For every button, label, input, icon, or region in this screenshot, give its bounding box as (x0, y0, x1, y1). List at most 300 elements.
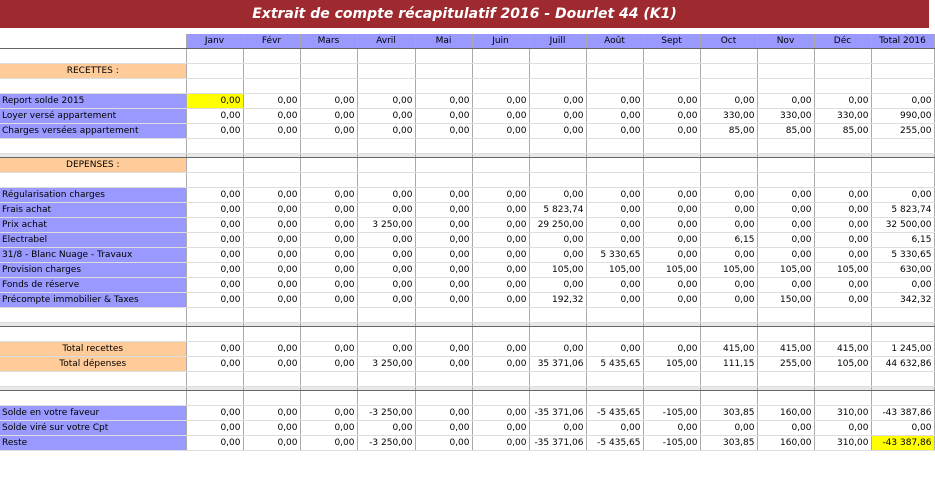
value-cell[interactable]: 0,00 (357, 278, 415, 293)
value-cell[interactable]: 0,00 (415, 94, 472, 109)
cell[interactable] (0, 327, 186, 342)
cell[interactable] (0, 173, 186, 188)
cell[interactable] (757, 139, 814, 154)
value-cell[interactable]: 0,00 (643, 278, 700, 293)
value-cell[interactable]: 0,00 (586, 218, 643, 233)
value-cell[interactable]: 330,00 (757, 109, 814, 124)
value-cell[interactable]: 0,00 (529, 109, 586, 124)
value-cell[interactable]: 0,00 (300, 406, 357, 421)
value-cell[interactable]: 85,00 (814, 124, 871, 139)
value-cell[interactable]: 111,15 (700, 357, 757, 372)
value-cell[interactable]: 0,00 (472, 293, 529, 308)
cell[interactable] (357, 79, 415, 94)
column-header[interactable]: Déc (814, 34, 871, 49)
value-cell[interactable]: 0,00 (643, 188, 700, 203)
value-cell[interactable]: 0,00 (300, 278, 357, 293)
value-cell[interactable]: 0,00 (186, 421, 243, 436)
value-cell[interactable]: 105,00 (643, 357, 700, 372)
cell[interactable] (871, 308, 934, 323)
value-cell[interactable]: 1 245,00 (871, 342, 934, 357)
cell[interactable] (643, 79, 700, 94)
value-cell[interactable]: 0,00 (529, 278, 586, 293)
value-cell[interactable]: 0,00 (586, 293, 643, 308)
value-cell[interactable]: 0,00 (586, 109, 643, 124)
value-cell[interactable]: 0,00 (472, 421, 529, 436)
cell[interactable] (415, 49, 472, 64)
column-header[interactable]: Août (586, 34, 643, 49)
value-cell[interactable]: 342,32 (871, 293, 934, 308)
value-cell[interactable]: 0,00 (300, 436, 357, 451)
value-cell[interactable]: 0,00 (300, 203, 357, 218)
cell[interactable] (472, 391, 529, 406)
cell[interactable] (586, 391, 643, 406)
value-cell[interactable]: 0,00 (586, 278, 643, 293)
value-cell[interactable]: 0,00 (472, 263, 529, 278)
cell[interactable] (643, 327, 700, 342)
value-cell[interactable]: 0,00 (586, 421, 643, 436)
value-cell[interactable]: 0,00 (643, 421, 700, 436)
column-header[interactable]: Juill (529, 34, 586, 49)
value-cell[interactable]: 0,00 (186, 233, 243, 248)
value-cell[interactable]: 0,00 (472, 124, 529, 139)
cell[interactable] (814, 173, 871, 188)
cell[interactable] (586, 64, 643, 79)
value-cell[interactable]: -3 250,00 (357, 406, 415, 421)
value-cell[interactable]: 0,00 (243, 203, 300, 218)
value-cell[interactable]: 0,00 (186, 406, 243, 421)
value-cell[interactable]: 0,00 (529, 94, 586, 109)
cell[interactable] (357, 391, 415, 406)
value-cell[interactable]: 0,00 (300, 218, 357, 233)
value-cell[interactable]: -35 371,06 (529, 436, 586, 451)
cell[interactable] (586, 139, 643, 154)
value-cell[interactable]: 0,00 (186, 263, 243, 278)
value-cell[interactable]: 5 823,74 (529, 203, 586, 218)
value-cell[interactable]: -35 371,06 (529, 406, 586, 421)
cell[interactable] (700, 139, 757, 154)
value-cell[interactable]: 0,00 (700, 293, 757, 308)
cell[interactable] (415, 79, 472, 94)
cell[interactable] (643, 158, 700, 173)
value-cell[interactable]: 105,00 (814, 357, 871, 372)
value-cell[interactable]: 0,00 (814, 421, 871, 436)
cell[interactable] (357, 327, 415, 342)
value-cell[interactable]: 6,15 (700, 233, 757, 248)
cell[interactable] (357, 49, 415, 64)
cell[interactable] (814, 158, 871, 173)
cell[interactable] (186, 308, 243, 323)
value-cell[interactable]: 255,00 (757, 357, 814, 372)
value-cell[interactable]: 35 371,06 (529, 357, 586, 372)
cell[interactable] (186, 64, 243, 79)
value-cell[interactable]: 0,00 (415, 357, 472, 372)
cell[interactable] (186, 79, 243, 94)
cell[interactable] (243, 139, 300, 154)
value-cell[interactable]: 0,00 (700, 278, 757, 293)
value-cell[interactable]: 85,00 (700, 124, 757, 139)
value-cell[interactable]: 310,00 (814, 436, 871, 451)
row-label[interactable]: Fonds de réserve (0, 278, 186, 293)
value-cell[interactable]: 0,00 (415, 203, 472, 218)
value-cell[interactable]: 0,00 (243, 109, 300, 124)
value-cell[interactable]: 105,00 (757, 263, 814, 278)
value-cell[interactable]: 0,00 (529, 233, 586, 248)
value-cell[interactable]: 0,00 (472, 278, 529, 293)
value-cell[interactable]: 0,00 (300, 357, 357, 372)
value-cell[interactable]: -5 435,65 (586, 436, 643, 451)
value-cell[interactable]: 0,00 (186, 188, 243, 203)
cell[interactable] (814, 308, 871, 323)
value-cell[interactable]: 415,00 (814, 342, 871, 357)
cell[interactable] (700, 49, 757, 64)
value-cell[interactable]: 0,00 (243, 436, 300, 451)
value-cell[interactable]: 0,00 (757, 233, 814, 248)
row-label[interactable]: Frais achat (0, 203, 186, 218)
cell[interactable] (871, 372, 934, 387)
row-label[interactable]: Solde en votre faveur (0, 406, 186, 421)
cell[interactable] (415, 308, 472, 323)
value-cell[interactable]: 0,00 (357, 263, 415, 278)
section-label[interactable]: DEPENSES : (0, 158, 186, 173)
row-label[interactable]: Prix achat (0, 218, 186, 233)
value-cell[interactable]: 0,00 (415, 278, 472, 293)
value-cell[interactable]: 0,00 (243, 357, 300, 372)
value-cell[interactable]: 0,00 (243, 293, 300, 308)
cell[interactable] (300, 139, 357, 154)
cell[interactable] (814, 372, 871, 387)
value-cell[interactable]: 0,00 (415, 436, 472, 451)
value-cell[interactable]: 0,00 (300, 124, 357, 139)
row-label[interactable]: Provision charges (0, 263, 186, 278)
value-cell[interactable]: 150,00 (757, 293, 814, 308)
row-label[interactable]: Charges versées appartement (0, 124, 186, 139)
cell[interactable] (529, 79, 586, 94)
cell[interactable] (0, 391, 186, 406)
cell[interactable] (529, 64, 586, 79)
value-cell[interactable]: 0,00 (643, 203, 700, 218)
cell[interactable] (871, 139, 934, 154)
cell[interactable] (243, 49, 300, 64)
cell[interactable] (243, 308, 300, 323)
cell[interactable] (186, 49, 243, 64)
column-header[interactable]: Mai (415, 34, 472, 49)
value-cell[interactable]: 0,00 (814, 233, 871, 248)
value-cell[interactable]: 0,00 (472, 218, 529, 233)
cell[interactable] (700, 79, 757, 94)
row-label[interactable]: Solde viré sur votre Cpt (0, 421, 186, 436)
value-cell[interactable]: 0,00 (186, 278, 243, 293)
cell[interactable] (757, 308, 814, 323)
cell[interactable] (415, 372, 472, 387)
cell[interactable] (472, 64, 529, 79)
value-cell[interactable]: 0,00 (357, 94, 415, 109)
cell[interactable] (757, 79, 814, 94)
cell[interactable] (357, 158, 415, 173)
value-cell[interactable]: 105,00 (586, 263, 643, 278)
value-cell[interactable]: 0,00 (529, 421, 586, 436)
value-cell[interactable]: 0,00 (814, 248, 871, 263)
value-cell[interactable]: 0,00 (529, 124, 586, 139)
cell[interactable] (243, 173, 300, 188)
cell[interactable] (529, 173, 586, 188)
value-cell[interactable]: 0,00 (186, 218, 243, 233)
cell[interactable] (186, 139, 243, 154)
cell[interactable] (415, 139, 472, 154)
cell[interactable] (357, 139, 415, 154)
value-cell[interactable]: 44 632,86 (871, 357, 934, 372)
value-cell[interactable]: 0,00 (529, 248, 586, 263)
cell[interactable] (472, 327, 529, 342)
value-cell[interactable]: 0,00 (586, 94, 643, 109)
cell[interactable] (871, 158, 934, 173)
cell[interactable] (472, 372, 529, 387)
value-cell[interactable]: 3 250,00 (357, 218, 415, 233)
value-cell[interactable]: 85,00 (757, 124, 814, 139)
cell[interactable] (529, 308, 586, 323)
cell[interactable] (300, 308, 357, 323)
column-header[interactable]: Mars (300, 34, 357, 49)
cell[interactable] (700, 158, 757, 173)
value-cell[interactable]: 0,00 (243, 188, 300, 203)
cell[interactable] (0, 372, 186, 387)
cell[interactable] (300, 327, 357, 342)
cell[interactable] (757, 391, 814, 406)
cell[interactable] (472, 173, 529, 188)
value-cell[interactable]: 0,00 (415, 406, 472, 421)
value-cell[interactable]: 0,00 (871, 188, 934, 203)
cell[interactable] (757, 64, 814, 79)
cell[interactable] (186, 391, 243, 406)
row-label[interactable]: Total recettes (0, 342, 186, 357)
value-cell[interactable]: 0,00 (814, 218, 871, 233)
value-cell[interactable]: 0,00 (472, 203, 529, 218)
cell[interactable] (700, 173, 757, 188)
column-header[interactable]: Juin (472, 34, 529, 49)
value-cell[interactable]: 0,00 (472, 436, 529, 451)
column-header[interactable]: Nov (757, 34, 814, 49)
cell[interactable] (643, 391, 700, 406)
value-cell[interactable]: 105,00 (814, 263, 871, 278)
value-cell[interactable]: 0,00 (415, 293, 472, 308)
value-cell[interactable]: 0,00 (814, 94, 871, 109)
cell[interactable] (643, 372, 700, 387)
value-cell[interactable]: 0,00 (186, 342, 243, 357)
cell[interactable] (186, 158, 243, 173)
value-cell[interactable]: 0,00 (186, 94, 243, 109)
value-cell[interactable]: 415,00 (700, 342, 757, 357)
value-cell[interactable]: 0,00 (415, 342, 472, 357)
value-cell[interactable]: 0,00 (243, 342, 300, 357)
cell[interactable] (472, 49, 529, 64)
cell[interactable] (357, 372, 415, 387)
value-cell[interactable]: -105,00 (643, 436, 700, 451)
value-cell[interactable]: 0,00 (357, 233, 415, 248)
value-cell[interactable]: 0,00 (300, 109, 357, 124)
cell[interactable] (529, 391, 586, 406)
column-header[interactable]: Avril (357, 34, 415, 49)
cell[interactable] (357, 308, 415, 323)
value-cell[interactable]: 0,00 (415, 109, 472, 124)
value-cell[interactable]: 0,00 (415, 248, 472, 263)
cell[interactable] (814, 391, 871, 406)
value-cell[interactable]: 0,00 (186, 293, 243, 308)
cell[interactable] (586, 158, 643, 173)
value-cell[interactable]: 0,00 (186, 436, 243, 451)
value-cell[interactable]: 0,00 (871, 421, 934, 436)
value-cell[interactable]: 0,00 (357, 248, 415, 263)
cell[interactable] (472, 308, 529, 323)
value-cell[interactable]: 0,00 (186, 357, 243, 372)
column-header[interactable]: Oct (700, 34, 757, 49)
section-label[interactable]: RECETTES : (0, 64, 186, 79)
cell[interactable] (529, 327, 586, 342)
value-cell[interactable]: 310,00 (814, 406, 871, 421)
cell[interactable] (757, 173, 814, 188)
cell[interactable] (415, 173, 472, 188)
cell[interactable] (415, 391, 472, 406)
value-cell[interactable]: 0,00 (700, 94, 757, 109)
value-cell[interactable]: 5 330,65 (871, 248, 934, 263)
value-cell[interactable]: 0,00 (357, 203, 415, 218)
value-cell[interactable]: 0,00 (300, 263, 357, 278)
value-cell[interactable]: 0,00 (357, 109, 415, 124)
value-cell[interactable]: 0,00 (643, 218, 700, 233)
value-cell[interactable]: 0,00 (529, 342, 586, 357)
corner-cell[interactable] (0, 34, 186, 49)
value-cell[interactable]: 0,00 (243, 94, 300, 109)
cell[interactable] (643, 49, 700, 64)
value-cell[interactable]: 0,00 (357, 124, 415, 139)
value-cell[interactable]: 0,00 (529, 188, 586, 203)
value-cell[interactable]: 105,00 (700, 263, 757, 278)
cell[interactable] (643, 308, 700, 323)
value-cell[interactable]: 0,00 (643, 342, 700, 357)
value-cell[interactable]: 0,00 (757, 188, 814, 203)
value-cell[interactable]: 0,00 (243, 248, 300, 263)
cell[interactable] (243, 158, 300, 173)
value-cell[interactable]: 0,00 (243, 233, 300, 248)
cell[interactable] (700, 308, 757, 323)
value-cell[interactable]: 330,00 (700, 109, 757, 124)
value-cell[interactable]: 0,00 (243, 263, 300, 278)
cell[interactable] (243, 327, 300, 342)
value-cell[interactable]: 0,00 (643, 233, 700, 248)
value-cell[interactable]: -105,00 (643, 406, 700, 421)
cell[interactable] (357, 173, 415, 188)
value-cell[interactable]: 0,00 (300, 248, 357, 263)
cell[interactable] (529, 49, 586, 64)
value-cell[interactable]: 0,00 (757, 203, 814, 218)
cell[interactable] (586, 173, 643, 188)
value-cell[interactable]: 0,00 (700, 218, 757, 233)
cell[interactable] (529, 158, 586, 173)
value-cell[interactable]: 0,00 (700, 203, 757, 218)
row-label[interactable]: Electrabel (0, 233, 186, 248)
value-cell[interactable]: 0,00 (814, 188, 871, 203)
value-cell[interactable]: 303,85 (700, 406, 757, 421)
value-cell[interactable]: 0,00 (300, 342, 357, 357)
value-cell[interactable]: 5 435,65 (586, 357, 643, 372)
row-label[interactable]: Report solde 2015 (0, 94, 186, 109)
cell[interactable] (871, 173, 934, 188)
cell[interactable] (415, 158, 472, 173)
value-cell[interactable]: 0,00 (472, 233, 529, 248)
value-cell[interactable]: 0,00 (186, 203, 243, 218)
cell[interactable] (871, 49, 934, 64)
value-cell[interactable]: 0,00 (757, 218, 814, 233)
cell[interactable] (586, 372, 643, 387)
value-cell[interactable]: 105,00 (643, 263, 700, 278)
cell[interactable] (643, 64, 700, 79)
cell[interactable] (186, 173, 243, 188)
value-cell[interactable]: 0,00 (871, 278, 934, 293)
value-cell[interactable]: 0,00 (300, 233, 357, 248)
value-cell[interactable]: 0,00 (814, 293, 871, 308)
value-cell[interactable]: 0,00 (586, 342, 643, 357)
value-cell[interactable]: 0,00 (700, 248, 757, 263)
value-cell[interactable]: 0,00 (814, 278, 871, 293)
value-cell[interactable]: 0,00 (415, 218, 472, 233)
cell[interactable] (0, 139, 186, 154)
value-cell[interactable]: 3 250,00 (357, 357, 415, 372)
cell[interactable] (243, 79, 300, 94)
row-label[interactable]: Reste (0, 436, 186, 451)
value-cell[interactable]: 0,00 (243, 406, 300, 421)
row-label[interactable]: Régularisation charges (0, 188, 186, 203)
cell[interactable] (243, 372, 300, 387)
column-header[interactable]: Total 2016 (871, 34, 934, 49)
value-cell[interactable]: 192,32 (529, 293, 586, 308)
value-cell[interactable]: -3 250,00 (357, 436, 415, 451)
value-cell[interactable]: 0,00 (643, 293, 700, 308)
column-header[interactable]: Sept (643, 34, 700, 49)
cell[interactable] (300, 372, 357, 387)
cell[interactable] (0, 308, 186, 323)
value-cell[interactable]: -43 387,86 (871, 406, 934, 421)
value-cell[interactable]: 29 250,00 (529, 218, 586, 233)
cell[interactable] (243, 64, 300, 79)
value-cell[interactable]: 303,85 (700, 436, 757, 451)
cell[interactable] (186, 372, 243, 387)
value-cell[interactable]: 415,00 (757, 342, 814, 357)
value-cell[interactable]: 0,00 (357, 342, 415, 357)
value-cell[interactable]: 0,00 (472, 109, 529, 124)
value-cell[interactable]: 0,00 (300, 421, 357, 436)
value-cell[interactable]: 0,00 (757, 421, 814, 436)
value-cell[interactable]: 0,00 (472, 406, 529, 421)
value-cell[interactable]: 0,00 (757, 94, 814, 109)
value-cell[interactable]: 105,00 (529, 263, 586, 278)
cell[interactable] (643, 139, 700, 154)
value-cell[interactable]: 0,00 (700, 188, 757, 203)
cell[interactable] (700, 391, 757, 406)
cell[interactable] (757, 372, 814, 387)
value-cell[interactable]: 0,00 (300, 94, 357, 109)
cell[interactable] (472, 158, 529, 173)
value-cell[interactable]: 0,00 (643, 124, 700, 139)
cell[interactable] (871, 327, 934, 342)
value-cell[interactable]: 0,00 (586, 124, 643, 139)
value-cell[interactable]: 630,00 (871, 263, 934, 278)
value-cell[interactable]: 0,00 (814, 203, 871, 218)
value-cell[interactable]: 0,00 (472, 248, 529, 263)
value-cell[interactable]: 0,00 (357, 293, 415, 308)
cell[interactable] (814, 49, 871, 64)
cell[interactable] (415, 327, 472, 342)
value-cell[interactable]: 0,00 (643, 109, 700, 124)
value-cell[interactable]: 0,00 (415, 233, 472, 248)
cell[interactable] (300, 158, 357, 173)
